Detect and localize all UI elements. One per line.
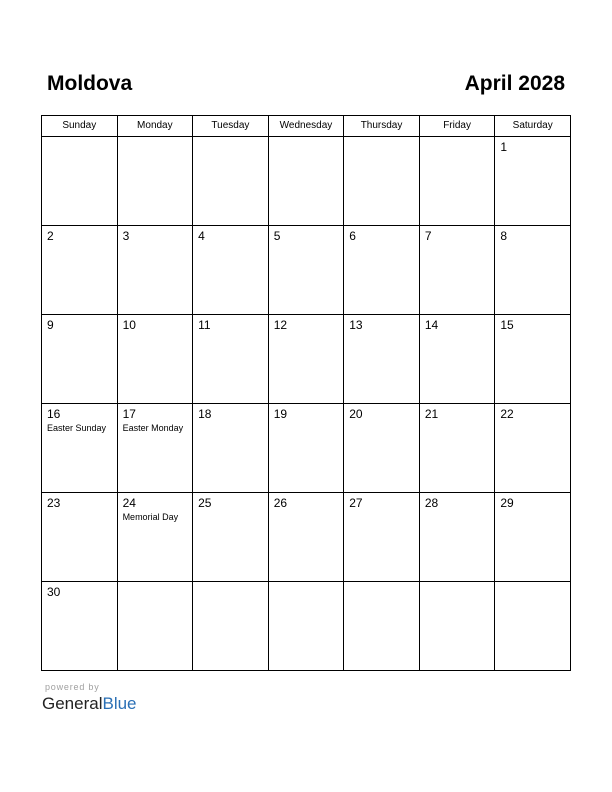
day-number: 21 <box>424 407 439 421</box>
day-cell <box>268 493 344 582</box>
day-cell <box>193 493 269 582</box>
day-number: 10 <box>122 318 136 332</box>
calendar-week-row <box>42 493 571 582</box>
day-number: 18 <box>198 407 212 421</box>
calendar-week-row <box>42 404 571 493</box>
day-cell <box>268 404 344 493</box>
day-number: 3 <box>122 229 130 243</box>
day-number: 1 <box>500 140 508 154</box>
day-cell <box>344 315 420 404</box>
empty-day-cell <box>42 137 118 226</box>
day-number: 7 <box>424 229 432 243</box>
day-number: 24 <box>122 496 136 510</box>
day-number: 8 <box>500 229 508 243</box>
empty-day-cell <box>193 137 269 226</box>
day-number: 13 <box>349 318 363 332</box>
day-number: 6 <box>349 229 356 243</box>
day-cell <box>495 226 571 315</box>
day-cell <box>419 404 495 493</box>
empty-day-cell <box>268 137 344 226</box>
page-title-month: April 2028 <box>464 72 565 95</box>
day-number: 14 <box>424 318 439 332</box>
day-cell <box>495 137 571 226</box>
day-number: 22 <box>500 407 514 421</box>
weekday-header: Tuesday <box>193 116 269 137</box>
day-number: 23 <box>47 496 61 510</box>
day-cell <box>117 226 193 315</box>
day-number: 16 <box>47 407 61 421</box>
empty-day-cell <box>193 582 269 671</box>
calendar-week-row <box>42 315 571 404</box>
day-number: 28 <box>424 496 439 510</box>
empty-day-cell <box>495 582 571 671</box>
day-cell <box>419 315 495 404</box>
day-number: 17 <box>122 407 136 421</box>
day-number: 11 <box>198 318 211 332</box>
day-cell <box>268 315 344 404</box>
day-cell <box>193 315 269 404</box>
empty-day-cell <box>419 137 495 226</box>
day-number: 12 <box>273 318 288 332</box>
day-number: 30 <box>47 585 61 599</box>
day-cell <box>117 404 193 493</box>
day-cell <box>344 226 420 315</box>
day-cell <box>42 493 118 582</box>
holiday-label: Memorial Day <box>122 512 179 522</box>
holiday-label: Easter Monday <box>122 423 184 433</box>
empty-day-cell <box>344 582 420 671</box>
day-cell <box>193 226 269 315</box>
weekday-header-row <box>42 116 571 137</box>
day-cell <box>419 493 495 582</box>
calendar-week-row <box>42 137 571 226</box>
brand-blue-text: Blue <box>102 694 137 713</box>
day-cell <box>419 226 495 315</box>
calendar-week-row <box>42 582 571 671</box>
powered-by-text: powered by <box>45 682 100 692</box>
day-number: 19 <box>273 407 288 421</box>
weekday-header: Monday <box>117 116 193 137</box>
calendar-grid <box>41 115 571 671</box>
day-cell <box>117 315 193 404</box>
day-number: 27 <box>349 496 363 510</box>
weekday-header: Friday <box>419 116 495 137</box>
calendar-body <box>42 137 571 671</box>
empty-day-cell <box>117 582 193 671</box>
day-number: 2 <box>47 229 54 243</box>
day-number: 26 <box>273 496 288 510</box>
day-cell <box>193 404 269 493</box>
brand-logo <box>42 693 137 714</box>
weekday-header: Wednesday <box>268 116 344 137</box>
empty-day-cell <box>117 137 193 226</box>
day-number: 4 <box>198 229 205 243</box>
day-number: 25 <box>198 496 212 510</box>
day-cell <box>495 404 571 493</box>
day-cell <box>42 404 118 493</box>
weekday-header: Thursday <box>344 116 420 137</box>
day-cell <box>344 493 420 582</box>
weekday-header: Sunday <box>42 116 118 137</box>
day-cell <box>268 226 344 315</box>
day-cell <box>117 493 193 582</box>
day-number: 9 <box>47 318 54 332</box>
empty-day-cell <box>419 582 495 671</box>
weekday-header: Saturday <box>495 116 571 137</box>
day-cell <box>42 226 118 315</box>
empty-day-cell <box>268 582 344 671</box>
holiday-label: Easter Sunday <box>47 423 107 433</box>
day-number: 5 <box>273 229 281 243</box>
empty-day-cell <box>344 137 420 226</box>
day-cell <box>344 404 420 493</box>
day-cell <box>495 493 571 582</box>
day-number: 20 <box>349 407 363 421</box>
brand-general-text: General <box>42 694 103 713</box>
day-number: 29 <box>500 496 514 510</box>
day-number: 15 <box>500 318 514 332</box>
calendar-week-row <box>42 226 571 315</box>
page-title-country: Moldova <box>47 72 133 95</box>
day-cell <box>495 315 571 404</box>
day-cell <box>42 315 118 404</box>
day-cell <box>42 582 118 671</box>
